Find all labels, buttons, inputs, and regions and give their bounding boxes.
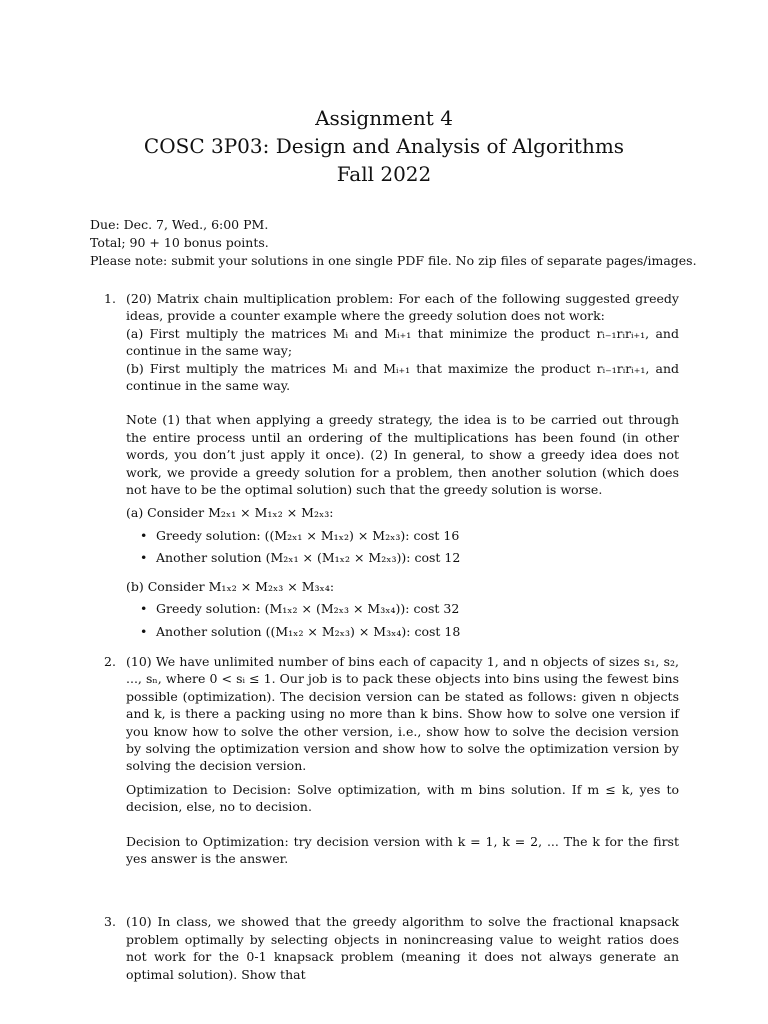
problem-3 (104, 913, 679, 983)
answer-opt-to-decision: Optimization to Decision: Solve optimization, with m bins solution. If m ≤ k, yes to decision, else, no to decision. (126, 781, 679, 815)
problem-statement: (10) In class, we showed that the greedy algorithm to solve the fractional knapsack problem optimally by selecting objects in nonincreasing value to weight ratios does not work for the 0-1 knapsack problem (meaning it does not always generate an optimal solution). Show that (126, 914, 679, 982)
list-item: • Greedy solution: (M₁ₓ₂ × (M₂ₓ₃ × M₃ₓ₄)): cost 32 (126, 600, 679, 617)
answer-b-consider: (b) Consider M₁ₓ₂ × M₂ₓ₃ × M₃ₓ₄: (126, 578, 335, 594)
list-item: • Another solution ((M₁ₓ₂ × M₂ₓ₃) × M₃ₓ₄): cost 18 (126, 623, 679, 640)
document-header (0, 104, 768, 188)
problem-number: 2. (104, 653, 116, 669)
problem-number: 1. (104, 291, 116, 306)
problem-1 (104, 290, 679, 640)
list-item: • Greedy solution: ((M₂ₓ₁ × M₁ₓ₂) × M₂ₓ₃): cost 16 (126, 527, 679, 544)
list-item: • Another solution (M₂ₓ₁ × (M₁ₓ₂ × M₂ₓ₃)): cost 12 (126, 549, 679, 566)
problem-list (104, 290, 679, 983)
answer-a-list (126, 527, 679, 567)
problem-note: Note (1) that when applying a greedy strategy, the idea is to be carried out through the entire process until an ordering of the multiplications has been found (in other words, you don’t just apply it once). (2) In general, to show a greedy idea does not work, we provide a greedy solution for a problem, then another solution (which does not have to be the optimal solution) such that the greedy solution is worse. (126, 412, 679, 498)
due-date: Due: Dec. 7, Wed., 6:00 PM. (90, 217, 269, 232)
total-points: Total; 90 + 10 bonus points. (90, 235, 269, 250)
assignment-title: Assignment 4 (315, 106, 453, 130)
problem-statement: (20) Matrix chain multiplication problem: For each of the following suggested greedy ideas, provide a counter example where the greedy solution does not work: (126, 291, 679, 324)
problem-part-b: (b) First multiply the matrices Mᵢ and Mᵢ₊₁ that maximize the product rᵢ₋₁rᵢrᵢ₊₁, and continue in the same way. (126, 360, 679, 394)
answer-b-list (126, 600, 679, 640)
problem-statement: (10) We have unlimited number of bins each of capacity 1, and n objects of sizes s₁, s₂, ..., sₙ, where 0 < sᵢ ≤ 1. Our job is to pack these objects into bins using the fewest bins possible (optimization). The decision version can be stated as follows: given n objects and k, is there a packing using no more than k bins. Show how to solve one version if you know how to solve the other version, i.e., show how to solve the decision version by solving the optimization version and show how to solve the optimization version by solving the decision version. (126, 653, 679, 774)
assignment-info (90, 216, 697, 270)
submission-note: Please note: submit your solutions in one single PDF file. No zip files of separate pages/images. (90, 253, 697, 268)
course-title: COSC 3P03: Design and Analysis of Algorithms (143, 134, 625, 158)
term-title: Fall 2022 (336, 162, 432, 186)
problem-number: 3. (104, 914, 116, 930)
problem-2 (104, 653, 679, 867)
answer-a-consider: (a) Consider M₂ₓ₁ × M₁ₓ₂ × M₂ₓ₃: (126, 505, 334, 521)
problem-part-a: (a) First multiply the matrices Mᵢ and Mᵢ₊₁ that minimize the product rᵢ₋₁rᵢrᵢ₊₁, and continue in the same way; (126, 325, 679, 359)
answer-decision-to-opt: Decision to Optimization: try decision version with k = 1, k = 2, ... The k for the first yes answer is the answer. (126, 833, 679, 866)
